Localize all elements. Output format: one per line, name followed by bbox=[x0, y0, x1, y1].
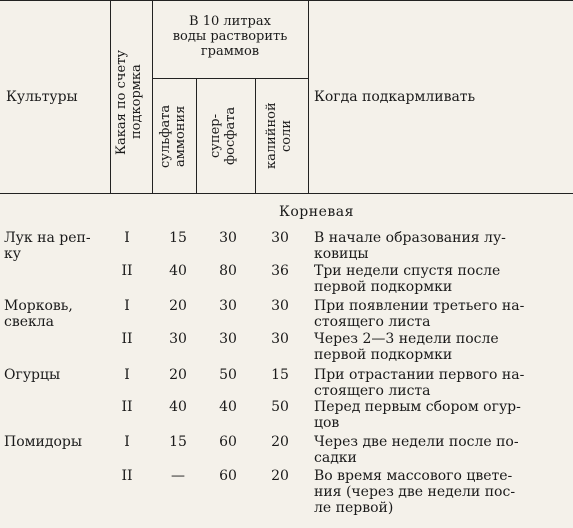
header-divider-3 bbox=[196, 78, 197, 193]
when-text bbox=[314, 298, 568, 330]
when-line: стоящего листа bbox=[314, 383, 431, 399]
when-text bbox=[314, 331, 568, 363]
ammonium-value: 40 bbox=[169, 399, 187, 415]
ammonium-value: — bbox=[171, 468, 185, 484]
feeding-number: II bbox=[121, 263, 133, 279]
potassium-value: 15 bbox=[271, 367, 289, 383]
header-divider-4 bbox=[255, 78, 256, 193]
crop-name bbox=[4, 434, 104, 450]
superphosphate-value: 50 bbox=[219, 367, 237, 383]
crop-line: свекла bbox=[4, 314, 54, 330]
feeding-number: I bbox=[124, 367, 130, 383]
crop-line: Помидоры bbox=[4, 434, 83, 450]
header-when: Когда подкармливать bbox=[314, 89, 476, 105]
when-line: Через две недели после по- bbox=[314, 434, 519, 450]
when-line: Перед первым сбором огур- bbox=[314, 399, 521, 415]
ammonium-value: 20 bbox=[169, 298, 187, 314]
feeding-number: II bbox=[121, 399, 133, 415]
crop-line: Лук на реп- bbox=[4, 230, 91, 246]
header-feeding-number: Какая по счету подкормка bbox=[114, 49, 144, 155]
ammonium-value: 30 bbox=[169, 331, 187, 347]
potassium-value: 50 bbox=[271, 399, 289, 415]
header-crops: Культуры bbox=[6, 89, 78, 105]
dissolve-line-2: воды растворить bbox=[172, 29, 288, 44]
crop-name bbox=[4, 230, 104, 262]
crop-line: Огурцы bbox=[4, 367, 61, 383]
header-potassium-salt: калийной соли bbox=[264, 102, 294, 170]
potassium-value: 20 bbox=[271, 468, 289, 484]
potassium-value: 30 bbox=[271, 298, 289, 314]
when-text bbox=[314, 367, 568, 399]
when-line: садки bbox=[314, 450, 357, 466]
feeding-number: I bbox=[124, 230, 130, 246]
header-superphosphate: супер- фосфата bbox=[208, 106, 238, 166]
potassium-value: 30 bbox=[271, 331, 289, 347]
dissolve-line-3: граммов bbox=[200, 44, 260, 59]
when-text bbox=[314, 263, 568, 295]
crop-name bbox=[4, 367, 104, 383]
when-line: ния (через две недели пос- bbox=[314, 484, 516, 500]
potassium-value: 36 bbox=[271, 263, 289, 279]
dissolve-line-1: В 10 литрах bbox=[189, 14, 271, 29]
header-ammonium-sulfate: сульфата аммония bbox=[158, 104, 188, 168]
feeding-number: I bbox=[124, 298, 130, 314]
crop-line: ку bbox=[4, 246, 21, 262]
ammonium-value: 15 bbox=[169, 434, 187, 450]
when-line: ковицы bbox=[314, 246, 369, 262]
when-line: Три недели спустя после bbox=[314, 263, 501, 279]
superphosphate-value: 80 bbox=[219, 263, 237, 279]
potassium-value: 30 bbox=[271, 230, 289, 246]
feeding-number: I bbox=[124, 434, 130, 450]
potassium-value: 20 bbox=[271, 434, 289, 450]
superphosphate-value: 30 bbox=[219, 230, 237, 246]
when-line: цов bbox=[314, 415, 340, 431]
superphosphate-value: 30 bbox=[219, 331, 237, 347]
when-text bbox=[314, 434, 568, 466]
when-line: стоящего листа bbox=[314, 314, 431, 330]
when-line: ле первой) bbox=[314, 500, 394, 516]
feeding-number: II bbox=[121, 331, 133, 347]
when-line: При отрастании первого на- bbox=[314, 367, 525, 383]
feeding-number: II bbox=[121, 468, 133, 484]
ammonium-value: 15 bbox=[169, 230, 187, 246]
crop-name bbox=[4, 298, 104, 330]
header-bottom-rule bbox=[0, 193, 573, 194]
header-top-rule bbox=[0, 0, 573, 1]
superphosphate-value: 60 bbox=[219, 434, 237, 450]
section-label: Корневая bbox=[279, 204, 354, 220]
ammonium-value: 20 bbox=[169, 367, 187, 383]
when-text bbox=[314, 468, 568, 516]
when-text bbox=[314, 399, 568, 431]
when-line: первой подкормки bbox=[314, 347, 453, 363]
when-line: Через 2—3 недели после bbox=[314, 331, 499, 347]
when-line: первой подкормки bbox=[314, 279, 453, 295]
ammonium-value: 40 bbox=[169, 263, 187, 279]
header-divider-1 bbox=[110, 0, 111, 193]
superphosphate-value: 60 bbox=[219, 468, 237, 484]
header-divider-5 bbox=[308, 0, 309, 193]
superphosphate-value: 40 bbox=[219, 399, 237, 415]
when-text bbox=[314, 230, 568, 262]
header-dissolve-group bbox=[153, 14, 307, 59]
when-line: В начале образования лу- bbox=[314, 230, 506, 246]
superphosphate-value: 30 bbox=[219, 298, 237, 314]
when-line: Во время массового цвете- bbox=[314, 468, 513, 484]
crop-line: Морковь, bbox=[4, 298, 73, 314]
subheader-rule bbox=[152, 78, 308, 79]
when-line: При появлении третьего на- bbox=[314, 298, 525, 314]
